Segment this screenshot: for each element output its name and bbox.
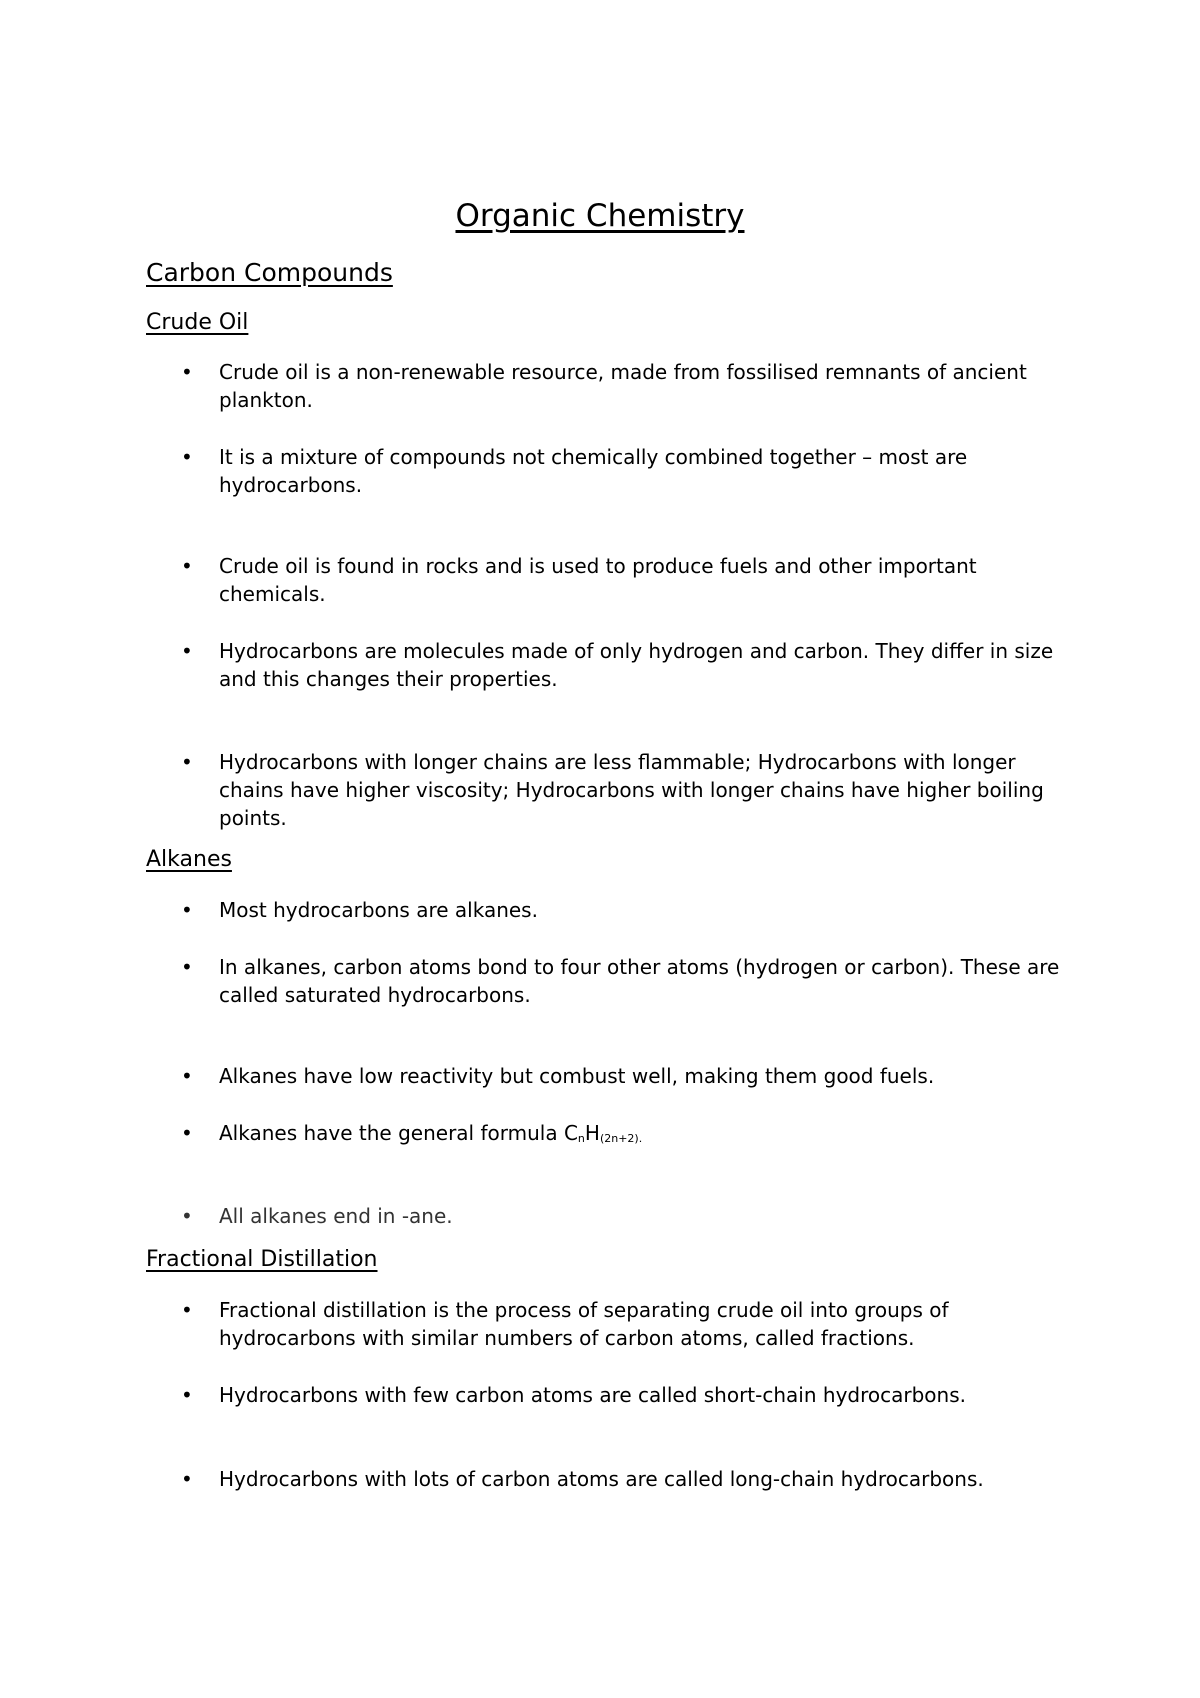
- bullet-icon: •: [181, 360, 193, 384]
- list-item: [146, 1202, 1066, 1230]
- list-item-text: It is a mixture of compounds not chemically combined together – most are hydrocarbons.: [219, 445, 968, 497]
- list-item: [146, 896, 1066, 924]
- list-item: [146, 1119, 1066, 1153]
- list-item: [146, 1465, 1066, 1493]
- list-item: [146, 748, 1066, 832]
- document-title: Organic Chemistry: [455, 198, 745, 234]
- list-item-text: Hydrocarbons with few carbon atoms are called short-chain hydrocarbons.: [219, 1383, 966, 1407]
- list-item: [146, 953, 1066, 1009]
- list-item: [146, 1381, 1066, 1409]
- list-item-text: Most hydrocarbons are alkanes.: [219, 898, 538, 922]
- bullet-icon: •: [181, 1383, 193, 1407]
- formula-prefix: Alkanes have the general formula: [219, 1121, 564, 1145]
- list-item-text: Fractional distillation is the process of separating crude oil into groups of hydrocarbons with similar numbers of carbon atoms, called fractions.: [219, 1298, 949, 1350]
- list-item-text: In alkanes, carbon atoms bond to four other atoms (hydrogen or carbon). These are called saturated hydrocarbons.: [219, 955, 1060, 1007]
- bullet-icon: •: [181, 1121, 193, 1145]
- list-item: [146, 358, 1066, 414]
- list-item: [146, 1062, 1066, 1090]
- fractional-distillation-heading: Fractional Distillation: [146, 1247, 378, 1272]
- list-item-text: Crude oil is found in rocks and is used to produce fuels and other important chemicals.: [219, 554, 977, 606]
- bullet-icon: •: [181, 750, 193, 774]
- bullet-icon: •: [181, 1298, 193, 1322]
- bullet-icon: •: [181, 1204, 193, 1228]
- formula-item-text: [219, 1119, 1066, 1153]
- list-item-text: Hydrocarbons with lots of carbon atoms are called long-chain hydrocarbons.: [219, 1467, 984, 1491]
- list-item-text: Hydrocarbons are molecules made of only hydrogen and carbon. They differ in size and this changes their properties.: [219, 639, 1054, 691]
- bullet-icon: •: [181, 1467, 193, 1491]
- formula-n-subscript: n: [577, 1132, 585, 1145]
- list-item-text: All alkanes end in -ane.: [219, 1204, 453, 1228]
- bullet-icon: •: [181, 955, 193, 979]
- bullet-icon: •: [181, 639, 193, 663]
- bullet-icon: •: [181, 1064, 193, 1088]
- formula-subscript: (2n+2).: [599, 1132, 643, 1145]
- bullet-icon: •: [181, 898, 193, 922]
- formula-h: H: [584, 1121, 600, 1145]
- list-item: [146, 1296, 1066, 1352]
- list-item-text: Alkanes have low reactivity but combust well, making them good fuels.: [219, 1064, 935, 1088]
- bullet-icon: •: [181, 554, 193, 578]
- list-item-text: Crude oil is a non-renewable resource, made from fossilised remnants of ancient plankton.: [219, 360, 1027, 412]
- list-item: [146, 443, 1066, 499]
- section-heading: Carbon Compounds: [146, 258, 393, 287]
- list-item: [146, 637, 1066, 693]
- bullet-icon: •: [181, 445, 193, 469]
- crude-oil-heading: Crude Oil: [146, 310, 249, 335]
- list-item-text: Hydrocarbons with longer chains are less flammable; Hydrocarbons with longer chains have higher viscosity; Hydrocarbons with longer chains have higher boiling points.: [219, 750, 1044, 830]
- list-item: [146, 552, 1066, 608]
- formula-c: C: [563, 1121, 578, 1145]
- alkanes-heading: Alkanes: [146, 847, 232, 872]
